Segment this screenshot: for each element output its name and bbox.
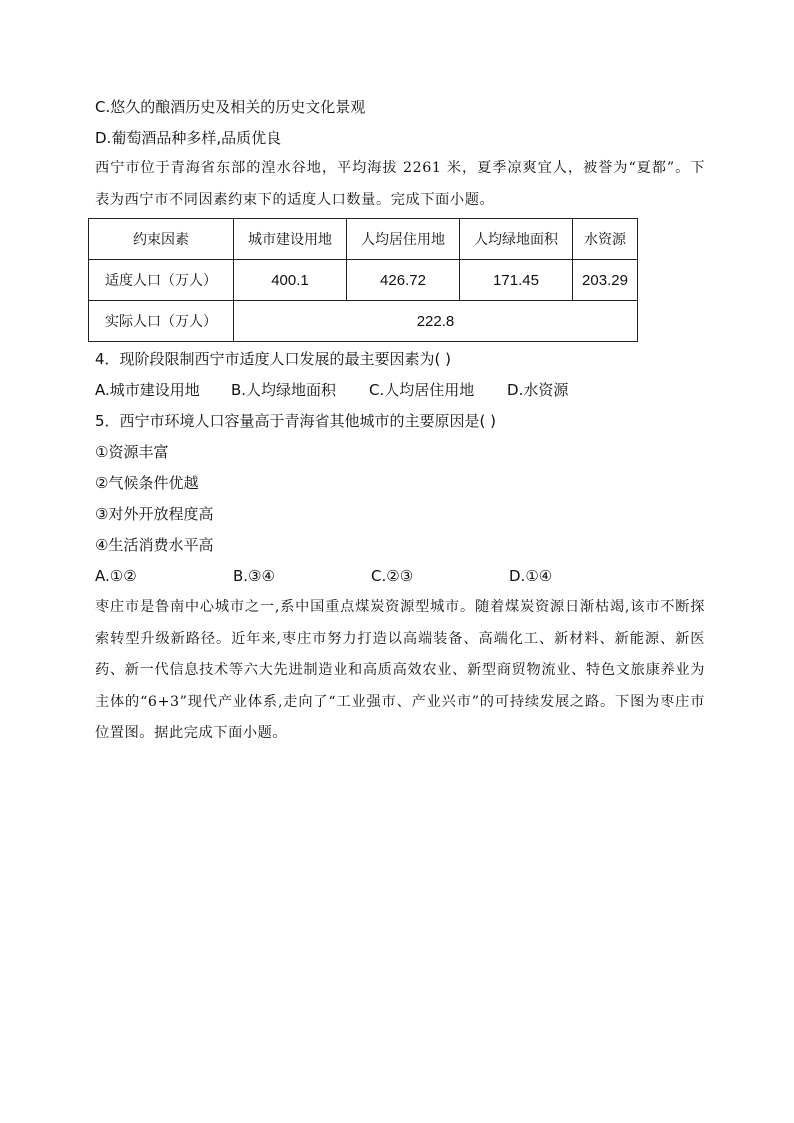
table-header-cell: 约束因素 bbox=[89, 219, 234, 260]
table-header-cell: 人均绿地面积 bbox=[460, 219, 573, 260]
question-4-options bbox=[95, 380, 568, 400]
table-row-label: 适度人口（万人） bbox=[89, 260, 234, 301]
table-row bbox=[89, 301, 638, 342]
table-header-cell: 水资源 bbox=[573, 219, 638, 260]
table-row-label: 实际人口（万人） bbox=[89, 301, 234, 342]
table-header-row bbox=[89, 219, 638, 260]
q4-option-b[interactable]: B.人均绿地面积 bbox=[231, 381, 337, 399]
table-cell: 203.29 bbox=[573, 260, 638, 301]
q5-option-d[interactable]: D.①④ bbox=[509, 567, 553, 585]
table-cell: 426.72 bbox=[347, 260, 460, 301]
population-table bbox=[88, 218, 638, 342]
question-4-stem: 4．现阶段限制西宁市适度人口发展的最主要因素为( ) bbox=[95, 350, 452, 368]
q5-option-c[interactable]: C.②③ bbox=[371, 567, 414, 585]
q5-option-b[interactable]: B.③④ bbox=[233, 567, 275, 585]
table-cell: 400.1 bbox=[234, 260, 347, 301]
passage-xining: 西宁市位于青海省东部的湟水谷地，平均海拔 2261 米，夏季凉爽宜人，被誉为“夏都”。下表为西宁市不同因素约束下的适度人口数量。完成下面小题。 bbox=[95, 160, 705, 208]
question-5-stem: 5．西宁市环境人口容量高于青海省其他城市的主要原因是( ) bbox=[95, 412, 497, 430]
option-d-prev: D.葡萄酒品种多样,品质优良 bbox=[95, 129, 282, 147]
q5-item-1: ①资源丰富 bbox=[95, 443, 169, 461]
passage-zaozhuang: 枣庄市是鲁南中心城市之一,系中国重点煤炭资源型城市。随着煤炭资源日渐枯竭,该市不断探索转型升级新路径。近年来,枣庄市努力打造以高端装备、高端化工、新材料、新能源、新医药、新一代信息技术等六大先进制造业和高质高效农业、新型商贸物流业、特色文旅康养业为主体的“6+3”现代产业体系,走向了“工业强市、产业兴市”的可持续发展之路。下图为枣庄市位置图。据此完成下面小题。 bbox=[95, 599, 705, 741]
table-header-cell: 城市建设用地 bbox=[234, 219, 347, 260]
q5-item-2: ②气候条件优越 bbox=[95, 474, 199, 492]
question-5-options bbox=[95, 566, 552, 586]
q5-item-4: ④生活消费水平高 bbox=[95, 536, 214, 554]
q4-option-c[interactable]: C.人均居住用地 bbox=[369, 381, 475, 399]
q5-option-a[interactable]: A.①② bbox=[95, 567, 137, 585]
q5-item-3: ③对外开放程度高 bbox=[95, 505, 214, 523]
table-cell: 222.8 bbox=[234, 301, 638, 342]
table-row bbox=[89, 260, 638, 301]
option-c-prev: C.悠久的酿酒历史及相关的历史文化景观 bbox=[95, 98, 366, 116]
table-header-cell: 人均居住用地 bbox=[347, 219, 460, 260]
q4-option-a[interactable]: A.城市建设用地 bbox=[95, 381, 200, 399]
table-cell: 171.45 bbox=[460, 260, 573, 301]
q4-option-d[interactable]: D.水资源 bbox=[507, 381, 569, 399]
